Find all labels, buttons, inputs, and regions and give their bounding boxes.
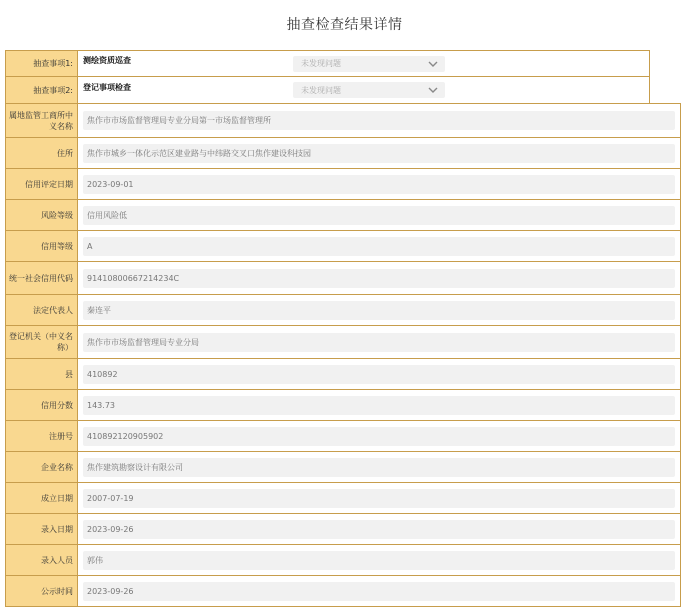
inspection-item-label: 抽查事项2: <box>5 76 78 104</box>
page-title: 抽查检查结果详情 <box>286 17 403 33</box>
field-cell <box>78 230 681 262</box>
field-value: 郭伟 <box>83 551 675 570</box>
field-value: 2023-09-26 <box>83 582 675 601</box>
field-value: 410892 <box>83 365 675 384</box>
field-value: 焦作市市场监督管理局专业分局第一市场监督管理所 <box>83 111 675 130</box>
detail-row <box>5 199 681 231</box>
field-value: 410892120905902 <box>83 427 675 446</box>
detail-row <box>5 230 681 262</box>
inspection-item-cell <box>78 76 650 104</box>
field-label: 属地监管工商所中义名称 <box>5 103 78 138</box>
field-label: 信用评定日期 <box>5 168 78 200</box>
detail-row <box>5 389 681 421</box>
field-cell <box>78 103 681 138</box>
detail-row <box>5 420 681 452</box>
field-label: 企业名称 <box>5 451 78 483</box>
detail-row <box>5 103 681 138</box>
detail-row <box>5 325 681 359</box>
detail-row <box>5 513 681 545</box>
detail-row <box>5 137 681 169</box>
field-label: 注册号 <box>5 420 78 452</box>
chevron-down-icon <box>427 59 439 69</box>
field-cell <box>78 482 681 514</box>
field-cell <box>78 294 681 326</box>
field-cell <box>78 137 681 169</box>
field-label: 信用分数 <box>5 389 78 421</box>
field-label: 登记机关（中义名称） <box>5 325 78 359</box>
field-cell <box>78 575 681 607</box>
inspection-item-row <box>5 76 650 104</box>
inspection-item-label: 抽查事项1: <box>5 50 78 77</box>
field-label: 风险等级 <box>5 199 78 231</box>
field-cell <box>78 261 681 295</box>
field-value: A <box>83 237 675 256</box>
chevron-down-icon <box>427 85 439 95</box>
detail-row <box>5 575 681 607</box>
field-cell <box>78 420 681 452</box>
field-cell <box>78 389 681 421</box>
detail-row <box>5 261 681 295</box>
field-value: 143.73 <box>83 396 675 415</box>
field-label: 统一社会信用代码 <box>5 261 78 295</box>
field-cell <box>78 358 681 390</box>
inspection-result-value: 未发现问题 <box>301 85 341 95</box>
inspection-result-select[interactable] <box>293 82 445 98</box>
detail-row <box>5 451 681 483</box>
field-value: 2023-09-26 <box>83 520 675 539</box>
field-label: 信用等级 <box>5 230 78 262</box>
field-cell <box>78 451 681 483</box>
field-label: 成立日期 <box>5 482 78 514</box>
field-cell <box>78 544 681 576</box>
inspection-item-row <box>5 50 650 77</box>
field-value: 2023-09-01 <box>83 175 675 194</box>
field-value: 91410800667214234C <box>83 269 675 288</box>
field-cell <box>78 325 681 359</box>
detail-row <box>5 294 681 326</box>
detail-row <box>5 168 681 200</box>
field-value: 2007-07-19 <box>83 489 675 508</box>
field-cell <box>78 168 681 200</box>
field-label: 公示时间 <box>5 575 78 607</box>
detail-row <box>5 544 681 576</box>
field-value: 焦作市城乡一体化示范区建业路与中纬路交叉口焦作建设科技园 <box>83 144 675 163</box>
field-label: 住所 <box>5 137 78 169</box>
inspection-result-select[interactable] <box>293 56 445 72</box>
inspection-result-value: 未发现问题 <box>301 59 341 68</box>
field-cell <box>78 513 681 545</box>
field-value: 信用风险低 <box>83 206 675 225</box>
inspection-item-cell <box>78 50 650 77</box>
field-value: 秦连平 <box>83 301 675 320</box>
detail-row <box>5 358 681 390</box>
field-label: 法定代表人 <box>5 294 78 326</box>
field-label: 县 <box>5 358 78 390</box>
inspection-item-name: 登记事项检查 <box>83 82 131 92</box>
detail-row <box>5 482 681 514</box>
inspection-item-name: 测绘资质巡查 <box>83 56 131 65</box>
field-label: 录入日期 <box>5 513 78 545</box>
field-value: 焦作市市场监督管理局专业分局 <box>83 333 675 352</box>
field-value: 焦作建筑勘察设计有限公司 <box>83 458 675 477</box>
field-label: 录入人员 <box>5 544 78 576</box>
field-cell <box>78 199 681 231</box>
